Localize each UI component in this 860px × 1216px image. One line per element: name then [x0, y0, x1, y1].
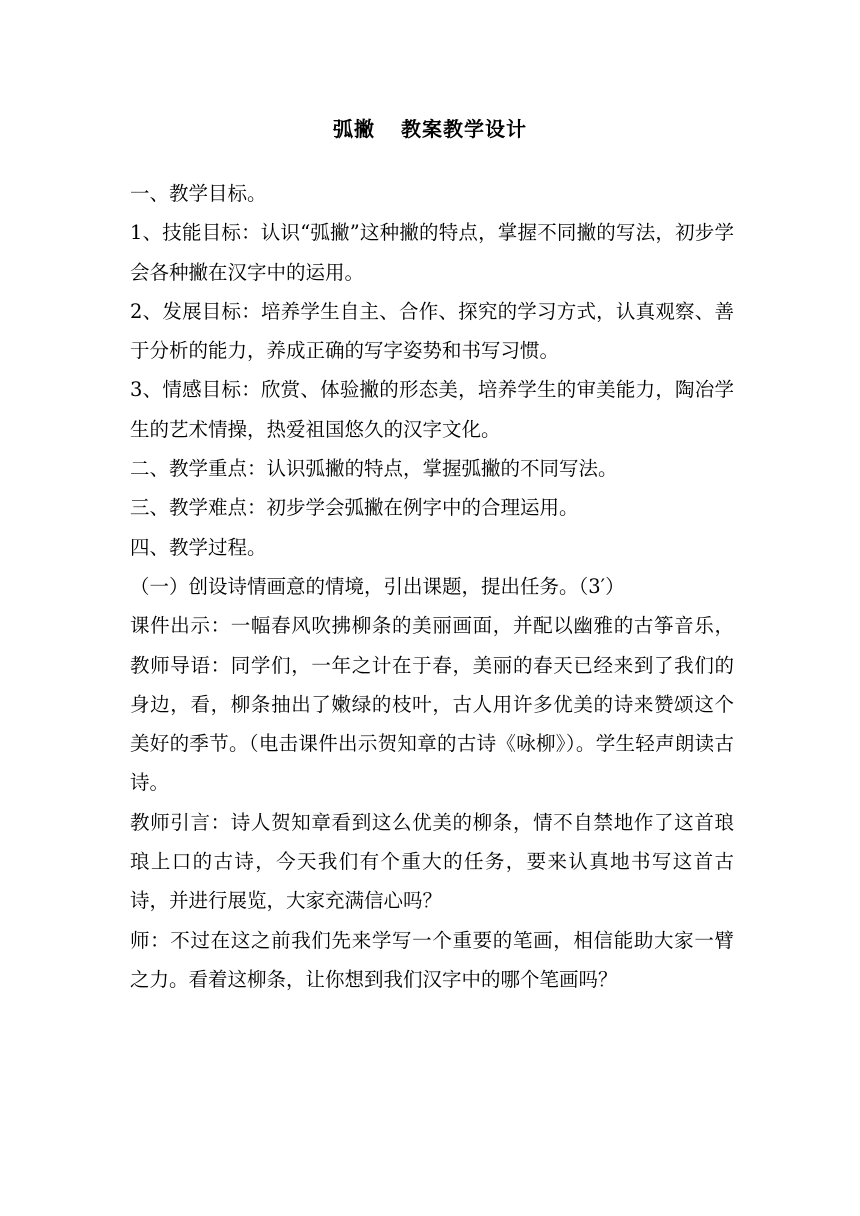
heading-teaching-goals: 一、教学目标。 — [130, 182, 267, 205]
title-part-2: 教案教学设计 — [401, 117, 527, 141]
subheading-step-one: （一）创设诗情画意的情境，引出课题，提出任务。（3′） — [130, 574, 625, 598]
paragraph-key-points: 二、教学重点：认识弧撇的特点，掌握弧撇的不同写法。 — [130, 457, 618, 481]
title-part-1: 弧撇 — [333, 117, 375, 141]
paragraph-development-goal: 2、发展目标：培养学生自主、合作、探究的学习方式，认真观察、善于分析的能力，养成正确的写字姿势和书写习惯。 — [130, 299, 734, 363]
heading-teaching-process: 四、教学过程。 — [130, 535, 267, 559]
paragraph-difficulties: 三、教学难点：初步学会弧撇在例字中的合理运用。 — [130, 496, 579, 520]
document-body — [130, 174, 734, 999]
document-title — [0, 114, 860, 144]
paragraph-teacher-question: 师：不过在这之前我们先来学写一个重要的笔画，相信能助大家一臂之力。看着这柳条，让你想到我们汉字中的哪个笔画吗？ — [130, 928, 734, 991]
paragraph-teacher-intro: 教师引言：诗人贺知章看到这么优美的柳条，情不自禁地作了这首琅琅上口的古诗，今天我们有个重大的任务，要来认真地书写这首古诗，并进行展览，大家充满信心吗？ — [130, 810, 734, 913]
paragraph-courseware: 课件出示：一幅春风吹拂柳条的美丽画面，并配以幽雅的古筝音乐，教师导语：同学们，一年之计在于春，美丽的春天已经来到了我们的身边，看，柳条抽出了嫩绿的枝叶，古人用许多优美的诗来赞颂这个美好的季节。（电击课件出示贺知章的古诗《咏柳》）。学生轻声朗读古诗。 — [130, 614, 734, 795]
paragraph-emotion-goal: 3、情感目标：欣赏、体验撇的形态美，培养学生的审美能力，陶冶学生的艺术情操，热爱祖国悠久的汉字文化。 — [130, 378, 734, 441]
paragraph-skill-goal: 1、技能目标：认识“弧撇”这种撇的特点，掌握不同撇的写法，初步学会各种撇在汉字中的运用。 — [130, 221, 734, 284]
